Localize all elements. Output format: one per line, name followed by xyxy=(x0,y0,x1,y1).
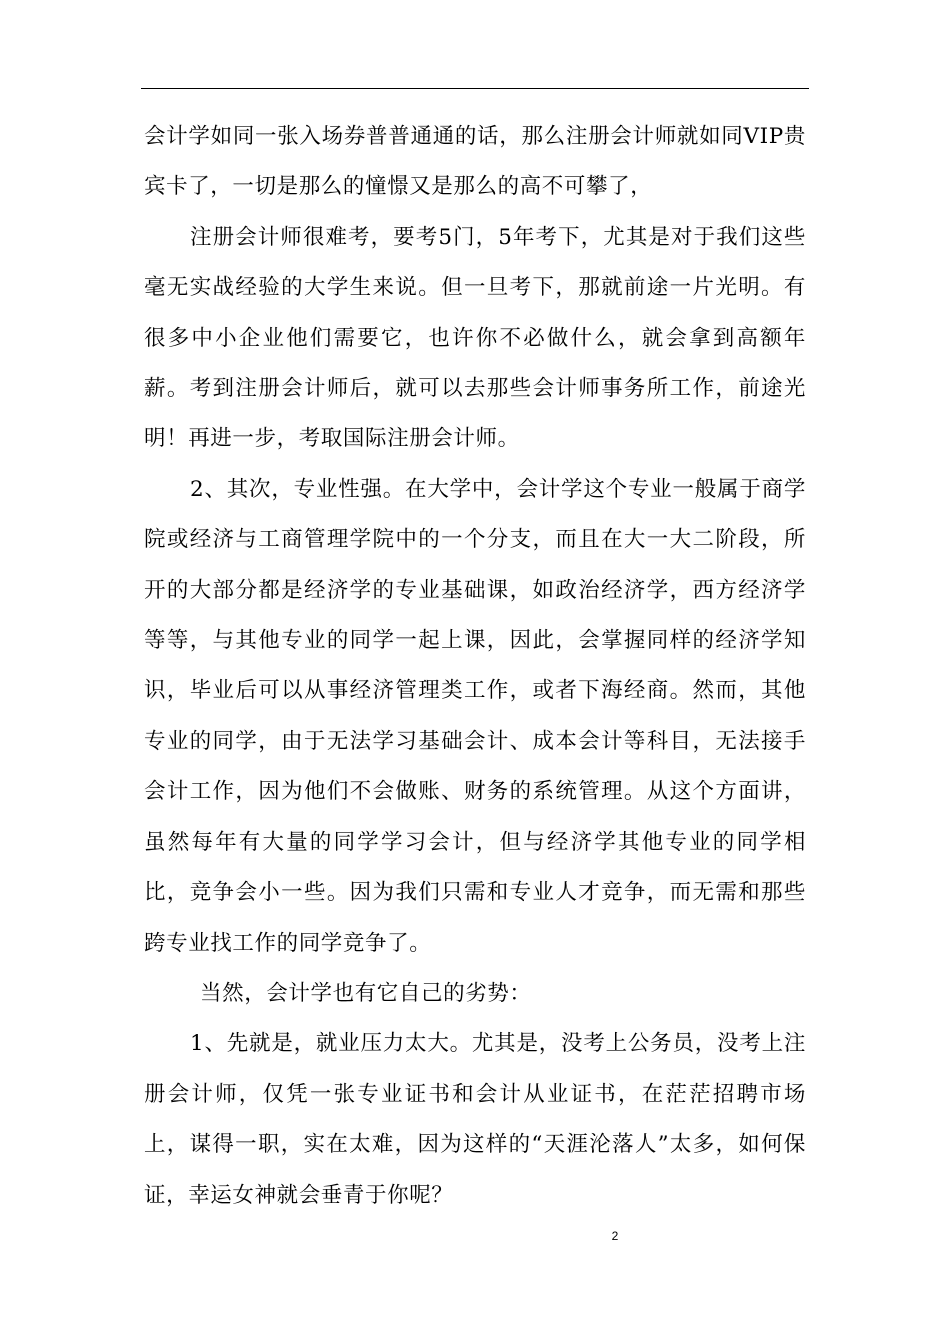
paragraph-vip-card: 会计学如同一张入场券普普通通的话，那么注册会计师就如同VIP贵宾卡了，一切是那么的憧憬又是那么的高不可攀了， xyxy=(144,124,806,200)
document-body xyxy=(144,112,806,1221)
paragraph-cpa-exam: 注册会计师很难考，要考5门，5年考下，尤其是对于我们这些毫无实战经验的大学生来说。但一旦考下，那就前途一片光明。有很多中小企业他们需要它，也许你不必做什么，就会拿到高额年薪。考到注册会计师后，就可以去那些会计师事务所工作，前途光明！再进一步，考取国际注册会计师。 xyxy=(144,224,806,452)
paragraph-specialization: 2、其次，专业性强。在大学中，会计学这个专业一般属于商学院或经济与工商管理学院中的一个分支，而且在大一大二阶段，所开的大部分都是经济学的专业基础课，如政治经济学，西方经济学等等，与其他专业的同学一起上课，因此，会掌握同样的经济学知识，毕业后可以从事经济管理类工作，或者下海经商。然而，其他专业的同学，由于无法学习基础会计、成本会计等科目，无法接手会计工作，因为他们不会做账、财务的系统管理。从这个方面讲，虽然每年有大量的同学学习会计，但与经济学其他专业的同学相比，竞争会小一些。因为我们只需和专业人才竞争，而无需和那些跨专业找工作的同学竞争了。 xyxy=(144,476,806,956)
header-rule xyxy=(141,88,809,89)
paragraph-employment-pressure: 1、先就是，就业压力太大。尤其是，没考上公务员，没考上注册会计师，仅凭一张专业证书和会计从业证书，在茫茫招聘市场上，谋得一职，实在太难，因为这样的“天涯沦落人”太多，如何保证，幸运女神就会垂青于你呢？ xyxy=(144,1031,806,1208)
paragraph-disadvantages-heading: 当然，会计学也有它自己的劣势： xyxy=(200,980,532,1006)
page-number: 2 xyxy=(611,1229,619,1243)
